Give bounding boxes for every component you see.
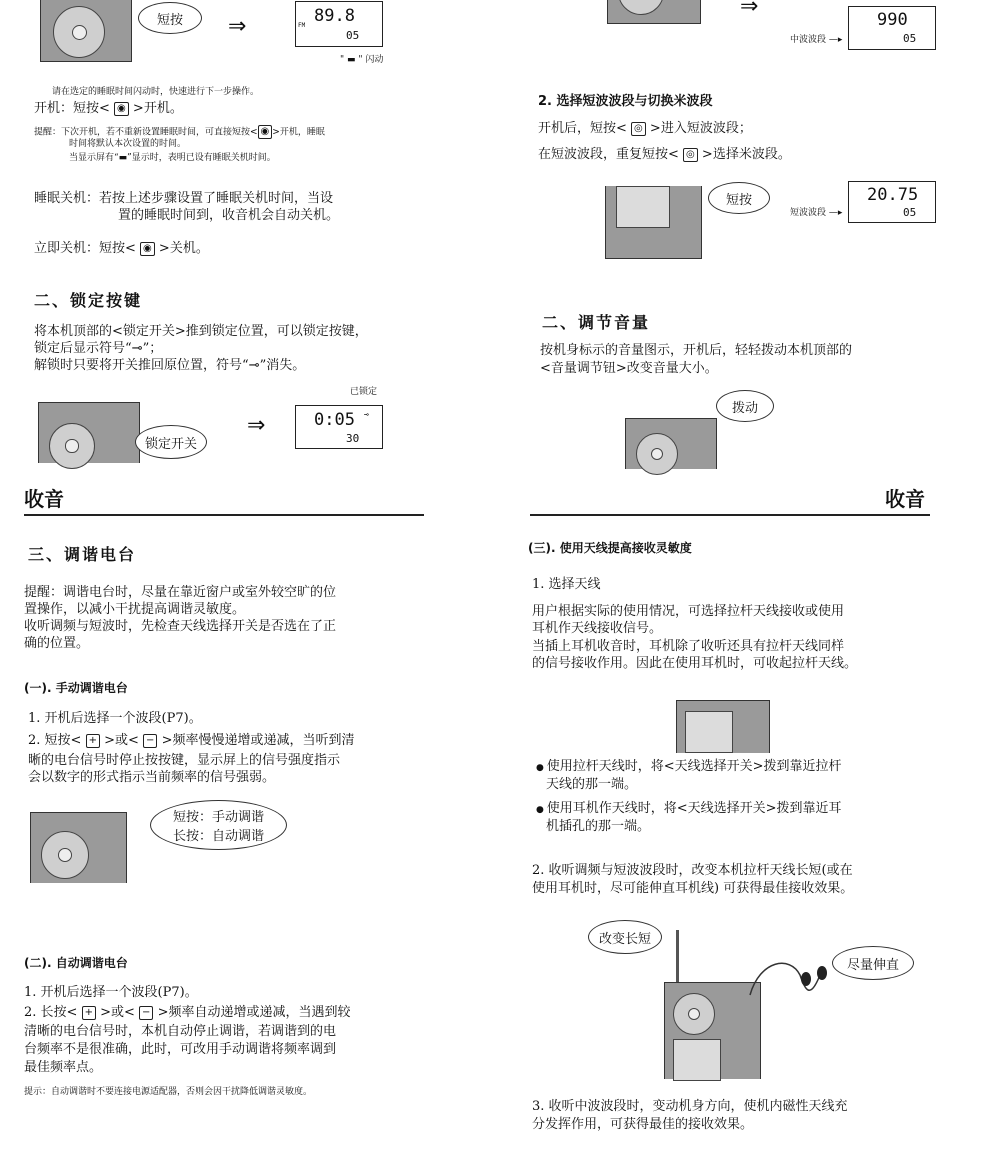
antenna-rod bbox=[676, 930, 679, 982]
turn-bubble: 拨动 bbox=[716, 390, 774, 422]
sw-label: 短波波段 —▸ bbox=[790, 208, 843, 218]
hint-line-2: 时间将默认本次设置的时间。 bbox=[69, 139, 187, 149]
tip-small: 请在选定的睡眠时间闪动时，快速进行下一步操作。 bbox=[52, 87, 260, 97]
volume-line-2: <音量调节钮>改变音量大小。 bbox=[540, 361, 718, 376]
flash-note: " ▬ " 闪动 bbox=[340, 55, 384, 65]
manual-3: 晰的电台信号时停止按按键，显示屏上的信号强度指示 bbox=[28, 753, 341, 768]
lcd-display-sw: 20.75 05 bbox=[848, 181, 936, 223]
plus-key-icon: + bbox=[86, 734, 100, 748]
section-rule-right bbox=[530, 514, 930, 516]
power-on-text: 开机：短按< ◉ >开机。 bbox=[34, 101, 183, 116]
band-key-icon: ◎ bbox=[631, 122, 646, 136]
straighten-bubble: 尽量伸直 bbox=[832, 946, 914, 980]
lcd-display-mw: 990 05 bbox=[848, 6, 936, 50]
band-key-icon: ◎ bbox=[683, 148, 698, 162]
arrow-icon: ⇒ bbox=[228, 14, 247, 39]
antenna-p2: 耳机作天线接收信号。 bbox=[532, 621, 663, 636]
bullet-rod-antenna: ● 使用拉杆天线时，将<天线选择开关>拨到靠近拉杆 bbox=[536, 758, 842, 777]
tune-p4: 确的位置。 bbox=[24, 636, 90, 651]
lcd-display-fm: FM 89.8 05 bbox=[295, 1, 383, 47]
press-bubble: 短按 bbox=[138, 2, 202, 34]
sleep-off-line-2: 置的睡眠时间到，收音机会自动关机。 bbox=[118, 208, 340, 223]
tune-p3: 收听调频与短波时，先检查天线选择开关是否选在了正 bbox=[24, 619, 337, 634]
radio-illustration-top-left bbox=[40, 0, 132, 62]
minus-key-icon: − bbox=[139, 1006, 153, 1020]
hint-line-3: 当显示屏有“▬”显示时，表明已设有睡眠关机时间。 bbox=[69, 153, 276, 163]
change-length-bubble: 改变长短 bbox=[588, 920, 662, 954]
volume-line-1: 按机身标示的音量图示，开机后，轻轻拨动本机顶部的 bbox=[540, 343, 853, 358]
bullet-earphone-antenna: ● 使用耳机作天线时，将<天线选择开关>拨到靠近耳 bbox=[536, 800, 842, 819]
manual-4: 会以数字的形式指示当前频率的信号强弱。 bbox=[28, 770, 276, 785]
auto-4: 台频率不是很准确，此时，可改用手动调谐将频率调到 bbox=[24, 1042, 337, 1057]
sw-line-1: 开机后，短按< ◎ >进入短波波段； bbox=[538, 121, 752, 136]
manual-2: 2. 短按< + >或< − >频率慢慢递增或递减，当听到清 bbox=[28, 733, 355, 748]
plus-key-icon: + bbox=[82, 1006, 96, 1020]
antenna-step-2b: 使用耳机时，尽可能伸直耳机线) 可获得最佳接收效果。 bbox=[532, 881, 854, 896]
auto-5: 最佳频率点。 bbox=[24, 1060, 103, 1075]
locked-label: 已锁定 bbox=[350, 387, 378, 397]
antenna-p3: 当插上耳机收音时，耳机除了收听还具有拉杆天线同样 bbox=[532, 639, 845, 654]
power-key-icon: ◉ bbox=[258, 125, 273, 139]
auto-2: 2. 长按< + >或< − >频率自动递增或递减，当遇到较 bbox=[24, 1005, 351, 1020]
tune-p1: 提醒：调谐电台时，尽量在靠近窗户或室外较空旷的位 bbox=[24, 585, 337, 600]
lock-line-3: 解锁时只要将开关推回原位置，符号“⊸”消失。 bbox=[34, 358, 306, 373]
radio-illustration-antenna bbox=[676, 700, 770, 753]
antenna-step-2a: 2. 收听调频与短波波段时，改变本机拉杆天线长短(或在 bbox=[532, 863, 853, 878]
tune-heading: 三、调谐电台 bbox=[28, 545, 137, 564]
earphone-cable-icon bbox=[740, 955, 840, 1015]
bullet-earphone-antenna-cont: 机插孔的那一端。 bbox=[546, 819, 651, 834]
auto-tip: 提示：自动调谐时不要连接电源适配器，否则会因干扰降低调谐灵敏度。 bbox=[24, 1087, 313, 1097]
sw-heading: 2. 选择短波波段与切换米波段 bbox=[538, 94, 713, 109]
radio-illustration-sw bbox=[605, 186, 702, 259]
antenna-step-3b: 分发挥作用，可获得最佳的接收效果。 bbox=[532, 1117, 754, 1132]
lock-heading: 二、锁定按键 bbox=[34, 291, 143, 310]
radio-illustration-mw bbox=[607, 0, 701, 24]
press-mode-bubble: 短按：手动调谐 长按：自动调谐 bbox=[150, 800, 287, 850]
instant-off-text: 立即关机：短按< ◉ >关机。 bbox=[34, 241, 209, 256]
lock-line-2: 锁定后显示符号“⊸”； bbox=[34, 341, 163, 356]
tune-p2: 置操作，以减小干扰提高调谐灵敏度。 bbox=[24, 602, 246, 617]
radio-illustration-lock bbox=[38, 402, 140, 463]
hint-line-1: 提醒：下次开机，若不重新设置睡眠时间，可直接短按< ◉ >开机，睡眠 bbox=[34, 126, 325, 138]
antenna-heading: (三). 使用天线提高接收灵敏度 bbox=[528, 541, 692, 555]
lcd-display-lock: 0:05 30 ⊸ bbox=[295, 405, 383, 449]
auto-heading: (二). 自动调谐电台 bbox=[24, 956, 128, 970]
auto-1: 1. 开机后选择一个波段(P7)。 bbox=[24, 985, 198, 1000]
volume-heading: 二、调节音量 bbox=[542, 313, 651, 332]
lock-switch-bubble: 锁定开关 bbox=[135, 425, 207, 459]
section-title-right: 收音 bbox=[885, 487, 925, 511]
sw-line-2: 在短波波段，重复短按< ◎ >选择米波段。 bbox=[538, 147, 791, 162]
lock-line-1: 将本机顶部的<锁定开关>推到锁定位置，可以锁定按键， bbox=[34, 324, 368, 339]
antenna-p4: 的信号接收作用。因此在使用耳机时，可收起拉杆天线。 bbox=[532, 656, 858, 671]
radio-illustration-volume bbox=[625, 418, 717, 469]
manual-heading: (一). 手动调谐电台 bbox=[24, 681, 128, 695]
auto-3: 清晰的电台信号时，本机自动停止调谐，若调谐到的电 bbox=[24, 1024, 337, 1039]
section-title-left: 收音 bbox=[24, 487, 64, 511]
power-key-icon: ◉ bbox=[140, 242, 155, 256]
power-key-icon: ◉ bbox=[114, 102, 129, 116]
manual-1: 1. 开机后选择一个波段(P7)。 bbox=[28, 711, 202, 726]
antenna-step-3a: 3. 收听中波波段时，变动机身方向，使机内磁性天线充 bbox=[532, 1099, 848, 1114]
mw-label: 中波波段 —▸ bbox=[790, 35, 843, 45]
bullet-rod-antenna-cont: 天线的那一端。 bbox=[546, 777, 638, 792]
arrow-icon: ⇒ bbox=[740, 0, 759, 19]
arrow-icon: ⇒ bbox=[247, 413, 266, 438]
radio-illustration-manual bbox=[30, 812, 127, 883]
antenna-p1: 用户根据实际的使用情况，可选择拉杆天线接收或使用 bbox=[532, 604, 845, 619]
sw-press-bubble: 短按 bbox=[708, 182, 770, 214]
antenna-step-1: 1. 选择天线 bbox=[532, 577, 601, 592]
sleep-off-line-1: 睡眠关机：若按上述步骤设置了睡眠关机时间，当设 bbox=[34, 191, 334, 206]
section-rule-left bbox=[24, 514, 424, 516]
minus-key-icon: − bbox=[143, 734, 157, 748]
